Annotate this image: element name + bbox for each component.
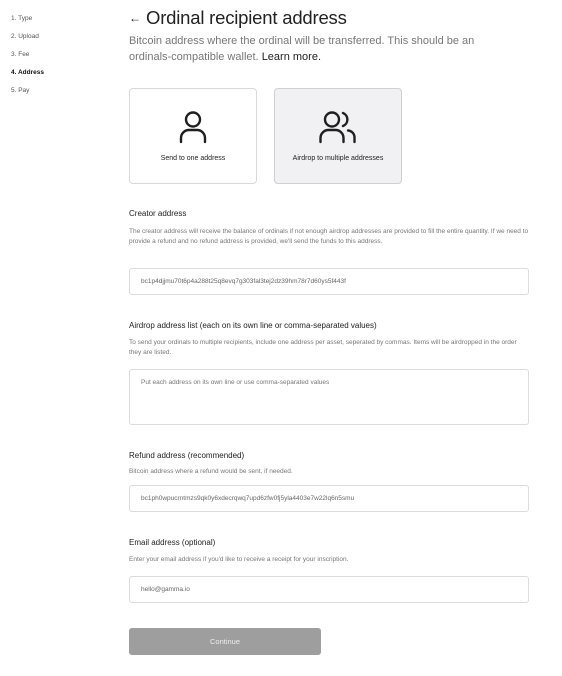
step-fee[interactable]: 3. Fee bbox=[11, 51, 30, 58]
refund-address-input[interactable]: bc1ph0wpucrntmzs9qk0y6xdecrqwq7upd6zfw0fj5yla4403e7w22lq6n5smu bbox=[129, 485, 529, 512]
steps-nav bbox=[11, 14, 44, 104]
back-arrow-icon[interactable]: ← bbox=[129, 11, 141, 25]
main-content bbox=[129, 7, 529, 593]
creator-address-input[interactable]: bc1p4djjmu70t6p4a288t25q8evq7g303fal3tej2dz39hm78r7d60ys5f443f bbox=[129, 268, 529, 295]
refund-label: Refund address (recommended) bbox=[129, 451, 245, 460]
email-input[interactable]: hello@gamma.io bbox=[129, 576, 529, 603]
option-multiple-addresses[interactable] bbox=[274, 88, 402, 184]
multiple-users-icon bbox=[319, 109, 357, 145]
airdrop-placeholder: Put each address on its own line or use comma-separated values bbox=[141, 379, 330, 386]
continue-button[interactable]: Continue bbox=[129, 628, 321, 655]
email-section bbox=[129, 538, 529, 565]
page-subtitle bbox=[129, 33, 519, 65]
refund-section bbox=[129, 451, 529, 477]
airdrop-section bbox=[129, 321, 529, 358]
creator-label: Creator address bbox=[129, 209, 187, 218]
step-pay[interactable]: 5. Pay bbox=[11, 87, 30, 94]
subtitle-text: Bitcoin address where the ordinal will be transferred. This should be an ordinals-compatible wallet. bbox=[129, 35, 475, 63]
single-user-icon bbox=[178, 109, 208, 145]
learn-more-link[interactable]: Learn more. bbox=[261, 51, 321, 63]
email-help: Enter your email address if you'd like to receive a receipt for your inscription. bbox=[129, 556, 349, 563]
airdrop-address-textarea[interactable] bbox=[129, 369, 529, 425]
option-single-label: Send to one address bbox=[160, 155, 226, 162]
header bbox=[129, 8, 529, 28]
option-single-address[interactable] bbox=[129, 88, 257, 184]
step-address[interactable]: 4. Address bbox=[11, 69, 44, 76]
step-type[interactable]: 1. Type bbox=[11, 15, 33, 22]
step-upload[interactable]: 2. Upload bbox=[11, 33, 39, 40]
airdrop-label: Airdrop address list (each on its own line or comma-separated values) bbox=[129, 321, 377, 330]
creator-section bbox=[129, 209, 529, 247]
option-multiple-label: Airdrop to multiple addresses bbox=[292, 155, 384, 162]
creator-help: The creator address will receive the balance of ordinals if not enough airdrop addresses are provided to fill the entire quantity. If we need to provide a refund and no refund address is provided, we'll send the funds to this address. bbox=[129, 228, 529, 245]
refund-help: Bitcoin address where a refund would be sent, if needed. bbox=[129, 468, 293, 475]
page-title: Ordinal recipient address bbox=[146, 7, 347, 28]
airdrop-help: To send your ordinals to multiple recipients, include one address per asset, seperated by commas. Items will be airdropped in the order they are listed. bbox=[129, 339, 517, 356]
recipient-options bbox=[129, 88, 402, 184]
email-label: Email address (optional) bbox=[129, 538, 216, 547]
